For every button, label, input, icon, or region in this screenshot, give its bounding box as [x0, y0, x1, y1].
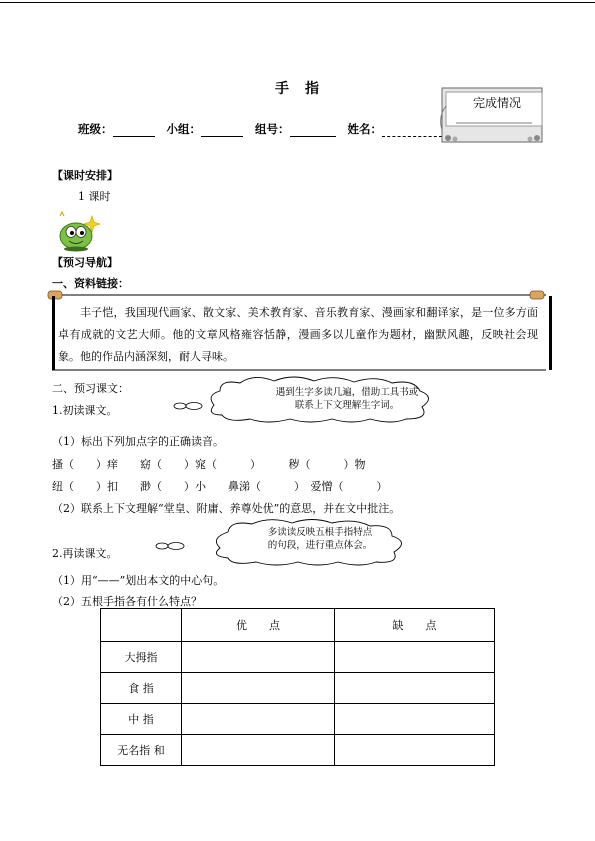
task-1: （1）标出下列加点字的正确读音。: [52, 435, 224, 448]
student-info-row: [78, 121, 450, 137]
answer-cell[interactable]: [182, 642, 335, 673]
preview-text-header: 二、预习课文：: [52, 382, 129, 395]
row-label: 食 指: [101, 673, 182, 704]
finger-traits-table: [100, 608, 495, 766]
number-label: 组号：: [255, 122, 290, 136]
class-blank[interactable]: [113, 124, 155, 137]
table-header-cell: 优 点: [182, 609, 335, 642]
top-rule: [0, 2, 595, 3]
table-row: [101, 704, 495, 735]
group-label: 小组：: [166, 122, 202, 136]
preview-header: 【预习导航】: [52, 256, 118, 269]
table-row: [101, 642, 495, 673]
first-read-label: 1.初读课文。: [52, 404, 118, 417]
answer-cell[interactable]: [335, 704, 495, 735]
table-header-row: [101, 609, 495, 642]
answer-cell[interactable]: [182, 704, 335, 735]
tip-cloud-2-text: 多读读反映五根手指特点 的句段，进行重点体会。: [267, 527, 373, 551]
task-2: （2）联系上下文理解“堂皇、附庸、养尊处优”的意思，并在文中批注。: [52, 502, 401, 515]
author-bio: 丰子恺，我国现代画家、散文家、美术教育家、音乐教育家、漫画家和翻译家，是一位多方面卓有成就的文艺大师。他的文章风格雍容恬静，漫画多以儿童作为题材，幽默风趣，反映社会现象。他的作品内涵深刻，耐人寻味。: [58, 306, 538, 363]
status-label: 完成情况: [472, 96, 521, 110]
table-row: [101, 735, 495, 766]
name-label: 姓名：: [347, 122, 383, 136]
answer-cell[interactable]: [182, 735, 335, 766]
row-label: 无名指 和: [101, 735, 182, 766]
schedule-text: 1 课时: [78, 190, 111, 203]
class-label: 班级：: [78, 122, 113, 136]
answer-cell[interactable]: [182, 673, 335, 704]
table-header-cell: 缺 点: [335, 609, 495, 642]
completion-status-box: [440, 86, 546, 146]
table-header-cell: [101, 609, 182, 642]
resource-header: 一、资料链接：: [52, 277, 129, 290]
answer-cell[interactable]: [335, 735, 495, 766]
name-blank[interactable]: [382, 124, 442, 137]
row-label: 大拇指: [101, 642, 182, 673]
table-row: [101, 673, 495, 704]
tip-cloud-1-text: 遇到生字多读几遍，借助工具书或 联系上下文理解生字词。: [275, 387, 419, 411]
task-4: （2）五根手指各有什么特点？: [52, 595, 202, 608]
second-read-label: 2.再读课文。: [52, 547, 118, 560]
task-3: （1）用“——”划出本文的中心句。: [52, 574, 225, 587]
schedule-header: 【课时安排】: [52, 169, 118, 182]
answer-cell[interactable]: [335, 673, 495, 704]
mascot-icon: [56, 210, 100, 252]
group-blank[interactable]: [201, 124, 243, 137]
pinyin-row-2: 纽（ ）扣 渺（ ）小 鼻涕（ ） 爱憎（ ）: [52, 480, 388, 493]
page-title: 手 指: [275, 81, 320, 97]
number-blank[interactable]: [290, 124, 336, 137]
answer-cell[interactable]: [335, 642, 495, 673]
row-label: 中 指: [101, 704, 182, 735]
pinyin-row-1: 搔（ ）痒 窈（ ）窕（ ） 秽（ ）物: [52, 458, 366, 471]
